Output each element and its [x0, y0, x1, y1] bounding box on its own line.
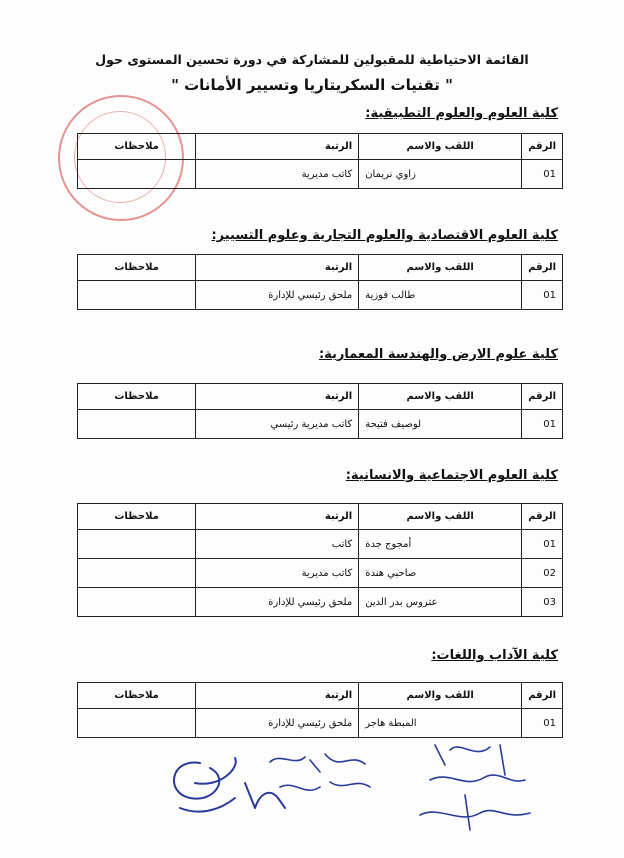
cell-name: لوصيف فتيحة [359, 410, 522, 439]
section-title-social-sciences: كلية العلوم الاجتماعية والانسانية: [345, 468, 558, 483]
cell-name: طالب فوزية [359, 281, 522, 310]
cell-rank: ملحق رئيسي للإدارة [196, 281, 359, 310]
col-num: الرقم [522, 134, 563, 160]
cell-rank: ملحق رئيسي للإدارة [196, 709, 359, 738]
cell-name: عتروس بدر الدين [359, 588, 522, 617]
col-remarks: ملاحظات [78, 134, 196, 160]
signature-right [405, 735, 540, 835]
cell-num: 01 [522, 410, 563, 439]
cell-rank: كاتب مديرية [196, 559, 359, 588]
table-header-row [78, 255, 563, 281]
col-name: اللقب والاسم [359, 504, 522, 530]
table-header-row [78, 134, 563, 160]
section-table [77, 254, 563, 310]
section-table [77, 682, 563, 738]
col-remarks: ملاحظات [78, 384, 196, 410]
cell-name: المبطة هاجر [359, 709, 522, 738]
col-rank: الرتبة [196, 683, 359, 709]
table-row [78, 559, 563, 588]
cell-num: 01 [522, 281, 563, 310]
col-remarks: ملاحظات [78, 683, 196, 709]
col-num: الرقم [522, 384, 563, 410]
cell-remarks [78, 709, 196, 738]
col-rank: الرتبة [196, 255, 359, 281]
cell-rank: كاتب مديرية رئيسي [196, 410, 359, 439]
section-table [77, 133, 563, 189]
col-rank: الرتبة [196, 134, 359, 160]
table-row [78, 588, 563, 617]
col-rank: الرتبة [196, 504, 359, 530]
cell-num: 02 [522, 559, 563, 588]
cell-rank: كاتب [196, 530, 359, 559]
section-table [77, 383, 563, 439]
cell-name: زاوي نريمان [359, 160, 522, 189]
table-header-row [78, 504, 563, 530]
table-row [78, 530, 563, 559]
cell-name: أمجوج جدة [359, 530, 522, 559]
signature-middle [250, 742, 390, 802]
cell-remarks [78, 160, 196, 189]
course-title: " تقنيات السكريتاريا وتسيير الأمانات " [171, 76, 453, 94]
cell-num: 01 [522, 530, 563, 559]
col-rank: الرتبة [196, 384, 359, 410]
col-remarks: ملاحظات [78, 255, 196, 281]
cell-name: صاحبي هندة [359, 559, 522, 588]
cell-remarks [78, 281, 196, 310]
list-title: القائمة الاحتياطية للمقبولين للمشاركة في دورة تحسين المستوى حول [95, 52, 529, 67]
cell-remarks [78, 588, 196, 617]
table-row [78, 160, 563, 189]
table-row [78, 281, 563, 310]
cell-remarks [78, 410, 196, 439]
col-name: اللقب والاسم [359, 134, 522, 160]
section-title-economics: كلية العلوم الاقتصادية والعلوم التجارية وعلوم التسيير: [211, 228, 558, 243]
cell-remarks [78, 559, 196, 588]
section-title-letters-languages: كلية الآداب واللغات: [431, 648, 558, 663]
col-remarks: ملاحظات [78, 504, 196, 530]
table-row [78, 410, 563, 439]
col-num: الرقم [522, 683, 563, 709]
col-name: اللقب والاسم [359, 683, 522, 709]
section-title-applied-sciences: كلية العلوم والعلوم التطبيقية: [365, 106, 558, 121]
section-table [77, 503, 563, 617]
cell-num: 01 [522, 709, 563, 738]
cell-rank: كاتب مديرية [196, 160, 359, 189]
cell-num: 01 [522, 160, 563, 189]
col-num: الرقم [522, 504, 563, 530]
table-header-row [78, 683, 563, 709]
cell-num: 03 [522, 588, 563, 617]
cell-remarks [78, 530, 196, 559]
col-name: اللقب والاسم [359, 255, 522, 281]
section-title-earth-sciences: كلية علوم الارض والهندسة المعمارية: [318, 347, 558, 362]
col-name: اللقب والاسم [359, 384, 522, 410]
table-header-row [78, 384, 563, 410]
table-row [78, 709, 563, 738]
col-num: الرقم [522, 255, 563, 281]
cell-rank: ملحق رئيسي للإدارة [196, 588, 359, 617]
